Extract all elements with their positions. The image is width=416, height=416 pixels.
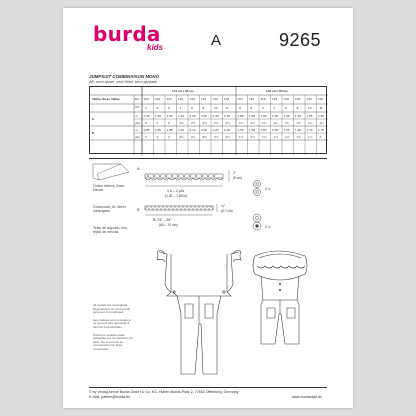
website-link[interactable]: www.burdastyle.de [292,395,323,399]
yardage-yds-cell: 2¼ [179,121,184,125]
yardage-yds-cell: 1¾ [296,121,301,125]
size-eu-cell: 134 [295,97,301,101]
size-eu-cell: 110 [155,97,160,101]
yardage-yds-cell: 1⅝ [285,135,290,139]
size-header-label: Tailles Sizes Tallas [92,97,120,101]
size-system-label: EU [135,97,140,101]
yardage-yds-cell: 2 [156,121,159,125]
fabric-suggestion-en: Cotton fabrics, linen, blends [93,184,125,193]
yardage-yds-cell: 1¾ [296,135,301,139]
yardage-yds-cell: 1⅝ [239,135,244,139]
copyright-notice-fr: Les modèles sont protégés et ne peuvent être reproduits à des fins commerciales. [93,318,131,329]
lace-a-length: 1,6 – 2 yds [167,189,185,193]
size-eu-cell: 104 [143,97,149,101]
size-us-cell: 7 [179,105,182,110]
size-us-cell: 11 [319,105,323,110]
size-us-cell: 8 [191,105,193,110]
yardage-yds-cell: 1⅝ [262,135,267,139]
jumpsuit-b-front-view [253,251,307,344]
yardage-m-cell: 1,95 [166,114,173,118]
yardage-m-cell: 2,30 [201,114,208,118]
yardage-yds-cell: 1⅞ [308,135,313,139]
size-us-cell: 4 [145,105,147,110]
yardage-m-cell: 1,55 [283,114,290,118]
lace-b-height-cm: (0.7 cm) [221,209,233,213]
lace-trim-b [145,206,213,210]
yardage-m-cell: 1,50 [283,128,290,132]
yardage-m-cell: 1,55 [295,114,302,118]
yardage-yds-cell: 1⅝ [273,135,278,139]
lace-a-height: 2" [233,171,237,175]
yardage-m-cell: 2,30 [224,114,231,118]
unit-label: m [135,128,139,132]
yardage-m-cell: 1,55 [260,114,267,118]
fabric-suggestion-es: Telas de algodón, lino, tejido de mezcla [93,226,128,235]
size-us-cell: 6 [262,105,264,110]
size-eu-cell: 140 [306,97,312,101]
unit-label: yds [135,135,140,139]
yardage-m-cell: 1,55 [318,114,325,118]
view-label: B [92,131,95,135]
yardage-m-cell: 1,95 [143,114,150,118]
pattern-number: 9265 [279,30,322,50]
pattern-envelope-back [63,8,353,408]
yardage-yds-cell: 2 [145,135,147,139]
yardage-m-cell: 1,55 [237,114,244,118]
yardage-yds-cell: 1¾ [250,121,255,125]
size-eu-cell: 128 [283,97,289,101]
yardage-m-cell: 1,70 [306,128,313,132]
notions-label-a: A [137,166,140,171]
yardage-yds-cell: 2¼ [179,135,184,139]
yardage-yds-cell: 1¾ [239,121,244,125]
table-grid [90,87,328,155]
yardage-yds-cell: 2 [168,135,170,139]
size-eu-cell: 104 [237,97,243,101]
size-eu-cell: 116 [166,97,172,101]
size-us-cell: 10 [214,105,218,110]
yardage-m-cell: 2,10 [178,128,185,132]
snap-count: 2 x [265,224,271,229]
fabric-width-header: 114 cm / 45 ins [172,89,194,93]
yardage-yds-cell: 2 [168,121,170,125]
size-eu-cell: 122 [178,97,184,101]
yardage-yds-cell: 2½ [191,121,196,125]
lace-b-height: ¼" [221,204,226,208]
contact-email[interactable]: E-Mail: pattern@burda.de [89,395,131,399]
lace-a-length-m: (1.40 – 1.80 m) [165,194,188,198]
size-us-cell: 9 [296,105,299,110]
yardage-yds-cell: 2½ [225,135,230,139]
yardage-yds-cell: 1⅝ [250,135,255,139]
yardage-m-cell: 2,10 [189,128,196,132]
size-us-cell: 9 [202,105,205,110]
yardage-m-cell: 2,30 [189,114,196,118]
yardage-m-cell: 1,50 [272,128,279,132]
notions-diagram [137,162,327,242]
size-us-cell: 5 [250,105,253,110]
yardage-yds-cell: 1¾ [308,121,313,125]
yardage-m-cell: 1,50 [249,128,256,132]
fit-description: AB: semi-ajusté, semi-fitted, semi-ajustado [89,80,158,84]
fabric-suggestion-fr: Cotonnade, lin, fibres mélangées [93,205,127,214]
yardage-yds-cell: 1¾ [285,121,290,125]
size-eu-cell: 116 [260,97,266,101]
garment-title: JUMPSUIT COMBINAISON MONO [89,74,160,79]
yardage-m-cell: 1,95 [155,114,162,118]
yardage-m-cell: 1,55 [272,114,279,118]
yardage-yds-cell: 2½ [214,135,219,139]
yardage-m-cell: 1,50 [260,128,267,132]
yardage-yds-cell: 1¾ [262,121,267,125]
yardage-yds-cell: 2¼ [191,135,196,139]
unit-label: yds [135,121,140,125]
view-label: A [92,117,95,121]
garment-illustrations [137,244,327,384]
size-eu-cell: 146 [318,97,324,101]
yardage-m-cell: 1,55 [249,114,256,118]
burda-logo: burda [93,22,161,46]
button-icon [254,181,261,196]
yardage-yds-cell: 2½ [214,121,219,125]
yardage-yds-cell: 2 [319,135,322,139]
yardage-m-cell: 2,20 [212,128,219,132]
fabric-swatch-icon [91,162,131,182]
section-divider [89,158,327,159]
yardage-yds-cell: 2½ [202,121,207,125]
fabric-width-header: 140 cm / 55 ins [266,89,288,93]
yardage-yds-cell: 2½ [225,121,230,125]
button-count: 2 x [265,186,271,191]
yardage-yds-cell: 1¾ [273,121,278,125]
size-us-cell: 10 [308,105,312,110]
yardage-m-cell: 2,10 [178,114,185,118]
yardage-m-cell: 2,20 [224,128,231,132]
size-us-cell: 6 [168,105,170,110]
lace-a-height-cm: (5 cm) [233,176,243,180]
yardage-yds-cell: 2 [156,135,159,139]
yardage-m-cell: 1,85 [155,128,162,132]
size-eu-cell: 140 [212,97,218,101]
eyelet-lace-trim-a [145,174,223,180]
unit-label: m [135,114,139,118]
size-eu-cell: 110 [249,97,254,101]
size-range-letter: A [211,32,222,49]
copyright-notice-en-1: All models are copyrighted. [93,303,128,307]
size-us-cell: 5 [156,105,159,110]
size-eu-cell: 146 [224,97,230,101]
yardage-m-cell: 1,60 [295,128,302,132]
lace-b-length: B: 24" – 28" [153,218,172,222]
yardage-m-cell: 1,85 [166,128,173,132]
size-system-label: US [135,104,140,109]
size-eu-cell: 128 [189,97,195,101]
size-eu-cell: 134 [201,97,207,101]
notions-label-b: B [137,207,140,212]
jumpsuit-a-front-view [157,250,241,374]
yardage-m-cell: 2,30 [212,114,219,118]
yardage-m-cell: 1,75 [318,128,325,132]
yardage-table [89,86,327,154]
copyright-notice-es: Todos los modelos están protegidos por los derechos de autor. No se permite su reproducción con fines comerciales. [93,333,133,351]
footer-divider [89,387,327,388]
burda-kids-label: kids [147,43,164,52]
size-us-cell: 7 [273,105,276,110]
size-us-cell: 8 [285,105,287,110]
publisher-copyright: © by Verlag Aenne Burda GmbH & Co. KG, Hubert-Burda-Platz 2, 77652 Offenburg, Germany [89,390,239,394]
yardage-yds-cell: 2½ [202,135,207,139]
lace-b-length-cm: (60 – 70 cm) [159,223,178,227]
yardage-m-cell: 1,55 [306,114,313,118]
size-us-cell: 4 [239,105,241,110]
size-us-cell: 11 [225,105,229,110]
yardage-m-cell: 2,20 [201,128,208,132]
snap-fastener-icon [253,214,261,230]
yardage-m-cell: 1,85 [143,128,150,132]
yardage-m-cell: 1,50 [237,128,244,132]
copyright-notice-en-2: Reproduction for commercial purposes is not allowed. [93,307,130,315]
yardage-yds-cell: 1¾ [319,121,324,125]
size-eu-cell: 122 [272,97,278,101]
yardage-yds-cell: 2 [145,121,147,125]
